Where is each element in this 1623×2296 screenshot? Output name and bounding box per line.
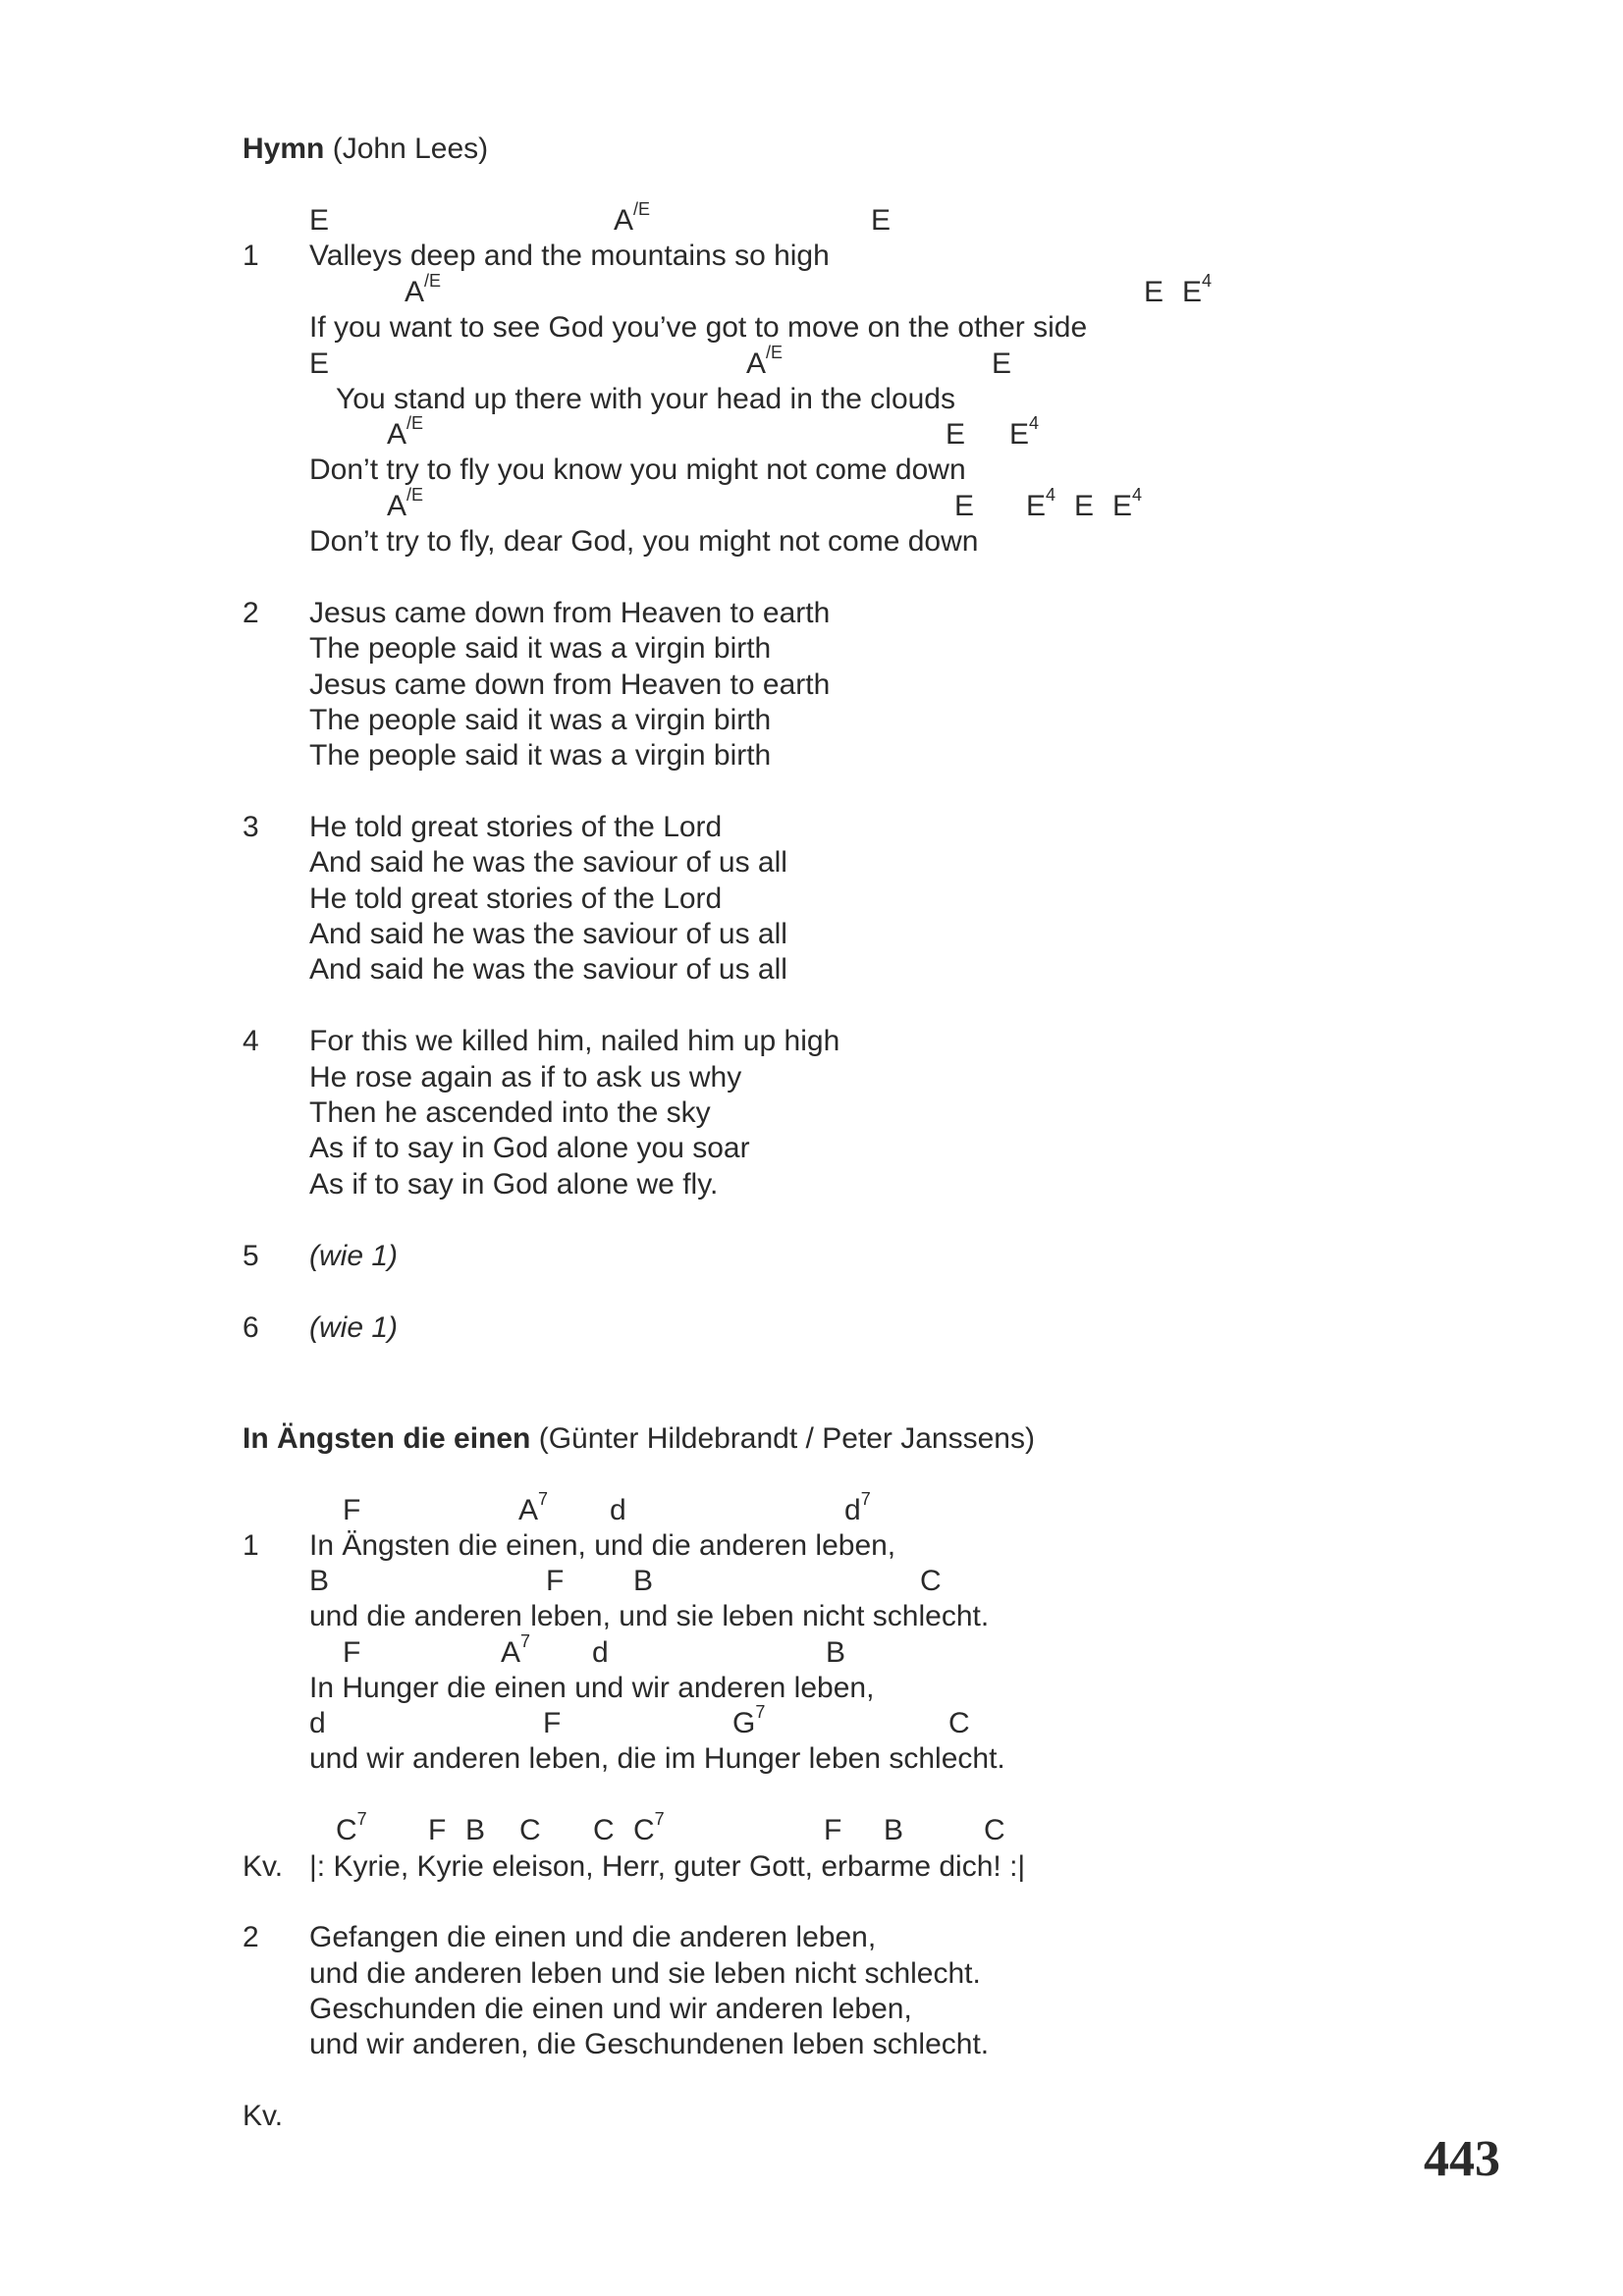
lyric-line: If you want to see God you’ve got to move on the other side: [309, 311, 1088, 344]
chord-F: F: [343, 1636, 361, 1669]
chord-E: E: [309, 347, 330, 380]
song-author: (John Lees): [332, 133, 489, 165]
lyric-line: Jesus came down from Heaven to earth: [309, 668, 831, 701]
lyric-line: And said he was the saviour of us all: [309, 953, 787, 986]
chord-E4: $E^4$: [1112, 485, 1143, 522]
chord-A-slash-E: $A^{/E}$: [405, 271, 442, 308]
chord-C: C: [920, 1565, 942, 1597]
chord-E4: $E^4$: [1026, 485, 1056, 522]
lyric-line: And said he was the saviour of us all: [309, 846, 787, 879]
chord-A-slash-E: $A^{/E}$: [387, 485, 424, 522]
verse-number: 4: [243, 1025, 259, 1057]
song-title: Hymn: [243, 133, 325, 165]
lyric-line: Gefangen die einen und die anderen leben,: [309, 1921, 877, 1953]
lyric-line: Jesus came down from Heaven to earth: [309, 597, 831, 629]
lyric-line: Valleys deep and the mountains so high: [309, 240, 830, 272]
chord-A7: $A^7$: [518, 1489, 549, 1526]
chord-A-slash-E: $A^{/E}$: [614, 199, 651, 237]
lyric-line: und die anderen leben und sie leben nicht schlecht.: [309, 1957, 981, 1990]
lyric-line: und wir anderen, die Geschundenen leben schlecht.: [309, 2028, 990, 2060]
lyric-line: You stand up there with your head in the clouds: [336, 383, 955, 415]
chord-F: F: [343, 1494, 361, 1526]
lyric-line: The people said it was a virgin birth: [309, 704, 772, 736]
chord-d: d: [309, 1707, 326, 1739]
chord-A-slash-E: $A^{/E}$: [746, 343, 784, 380]
chord-F: F: [824, 1814, 842, 1846]
chord-F: F: [428, 1814, 447, 1846]
lyric-line: und wir anderen leben, die im Hunger leben schlecht.: [309, 1742, 1005, 1775]
verse-number: 2: [243, 1921, 259, 1953]
chord-B: B: [826, 1636, 846, 1669]
chord-B: B: [465, 1814, 486, 1846]
verse-number: 2: [243, 597, 259, 629]
chord-G7: $G^7$: [732, 1702, 766, 1739]
lyric-line: He told great stories of the Lord: [309, 882, 723, 915]
chord-d7: $d^7$: [844, 1489, 871, 1526]
chord-B: B: [633, 1565, 654, 1597]
verse-number: 3: [243, 811, 259, 843]
lyric-line: Then he ascended into the sky: [309, 1096, 711, 1129]
chord-E: E: [309, 204, 330, 237]
refrain-line: |: Kyrie, Kyrie eleison, Herr, guter Gott, erbarme dich! :|: [309, 1850, 1026, 1883]
chord-d: d: [610, 1494, 626, 1526]
chord-E: E: [871, 204, 892, 237]
lyric-line: He told great stories of the Lord: [309, 811, 723, 843]
lyric-line: The people said it was a virgin birth: [309, 632, 772, 665]
page-number: 443: [1424, 2131, 1500, 2187]
chord-A7: $A^7$: [501, 1631, 531, 1669]
song-author: (Günter Hildebrandt / Peter Janssens): [538, 1422, 1035, 1455]
song-title-angsten: [243, 1421, 1035, 1457]
chord-C: C: [948, 1707, 970, 1739]
lyric-line: Geschunden die einen und wir anderen leben,: [309, 1993, 912, 2025]
repeat-note: (wie 1): [309, 1240, 399, 1272]
chord-B: B: [309, 1565, 330, 1597]
chord-E4: $E^4$: [1009, 413, 1040, 451]
verse-number: 1: [243, 1529, 259, 1562]
lyric-line: In Hunger die einen und wir anderen leben,: [309, 1672, 875, 1704]
chord-C7: $C^7$: [336, 1809, 367, 1846]
lyric-line: Don’t try to fly you know you might not come down: [309, 454, 966, 486]
verse-number: 6: [243, 1311, 259, 1344]
refrain-label: Kv.: [243, 1850, 284, 1883]
chord-C7: $C^7$: [633, 1809, 665, 1846]
chord-B: B: [884, 1814, 904, 1846]
chord-E: E: [992, 347, 1012, 380]
song-title-hymn: [243, 132, 488, 167]
chord-C: C: [593, 1814, 615, 1846]
verse-number: 5: [243, 1240, 259, 1272]
chord-E: E: [1144, 276, 1164, 308]
chord-E: E: [954, 490, 975, 522]
lyric-line: und die anderen leben, und sie leben nicht schlecht.: [309, 1600, 990, 1632]
chord-E4: $E^4$: [1182, 271, 1213, 308]
lyric-line: As if to say in God alone we fly.: [309, 1168, 719, 1201]
chord-C: C: [984, 1814, 1005, 1846]
chord-F: F: [546, 1565, 565, 1597]
verse-number: 1: [243, 240, 259, 272]
song-title: In Ängsten die einen: [243, 1422, 531, 1455]
chord-E: E: [1074, 490, 1095, 522]
chord-C: C: [519, 1814, 541, 1846]
lyric-line: In Ängsten die einen, und die anderen leben,: [309, 1529, 896, 1562]
chord-A-slash-E: $A^{/E}$: [387, 413, 424, 451]
lyric-line: And said he was the saviour of us all: [309, 918, 787, 950]
lyric-line: He rose again as if to ask us why: [309, 1061, 742, 1094]
refrain-label: Kv.: [243, 2100, 284, 2132]
lyric-line: As if to say in God alone you soar: [309, 1132, 750, 1164]
chord-d: d: [592, 1636, 609, 1669]
repeat-note: (wie 1): [309, 1311, 399, 1344]
lyric-line: Don’t try to fly, dear God, you might not come down: [309, 525, 979, 558]
lyric-line: The people said it was a virgin birth: [309, 739, 772, 772]
chord-E: E: [946, 418, 966, 451]
lyric-line: For this we killed him, nailed him up high: [309, 1025, 840, 1057]
chord-F: F: [543, 1707, 562, 1739]
